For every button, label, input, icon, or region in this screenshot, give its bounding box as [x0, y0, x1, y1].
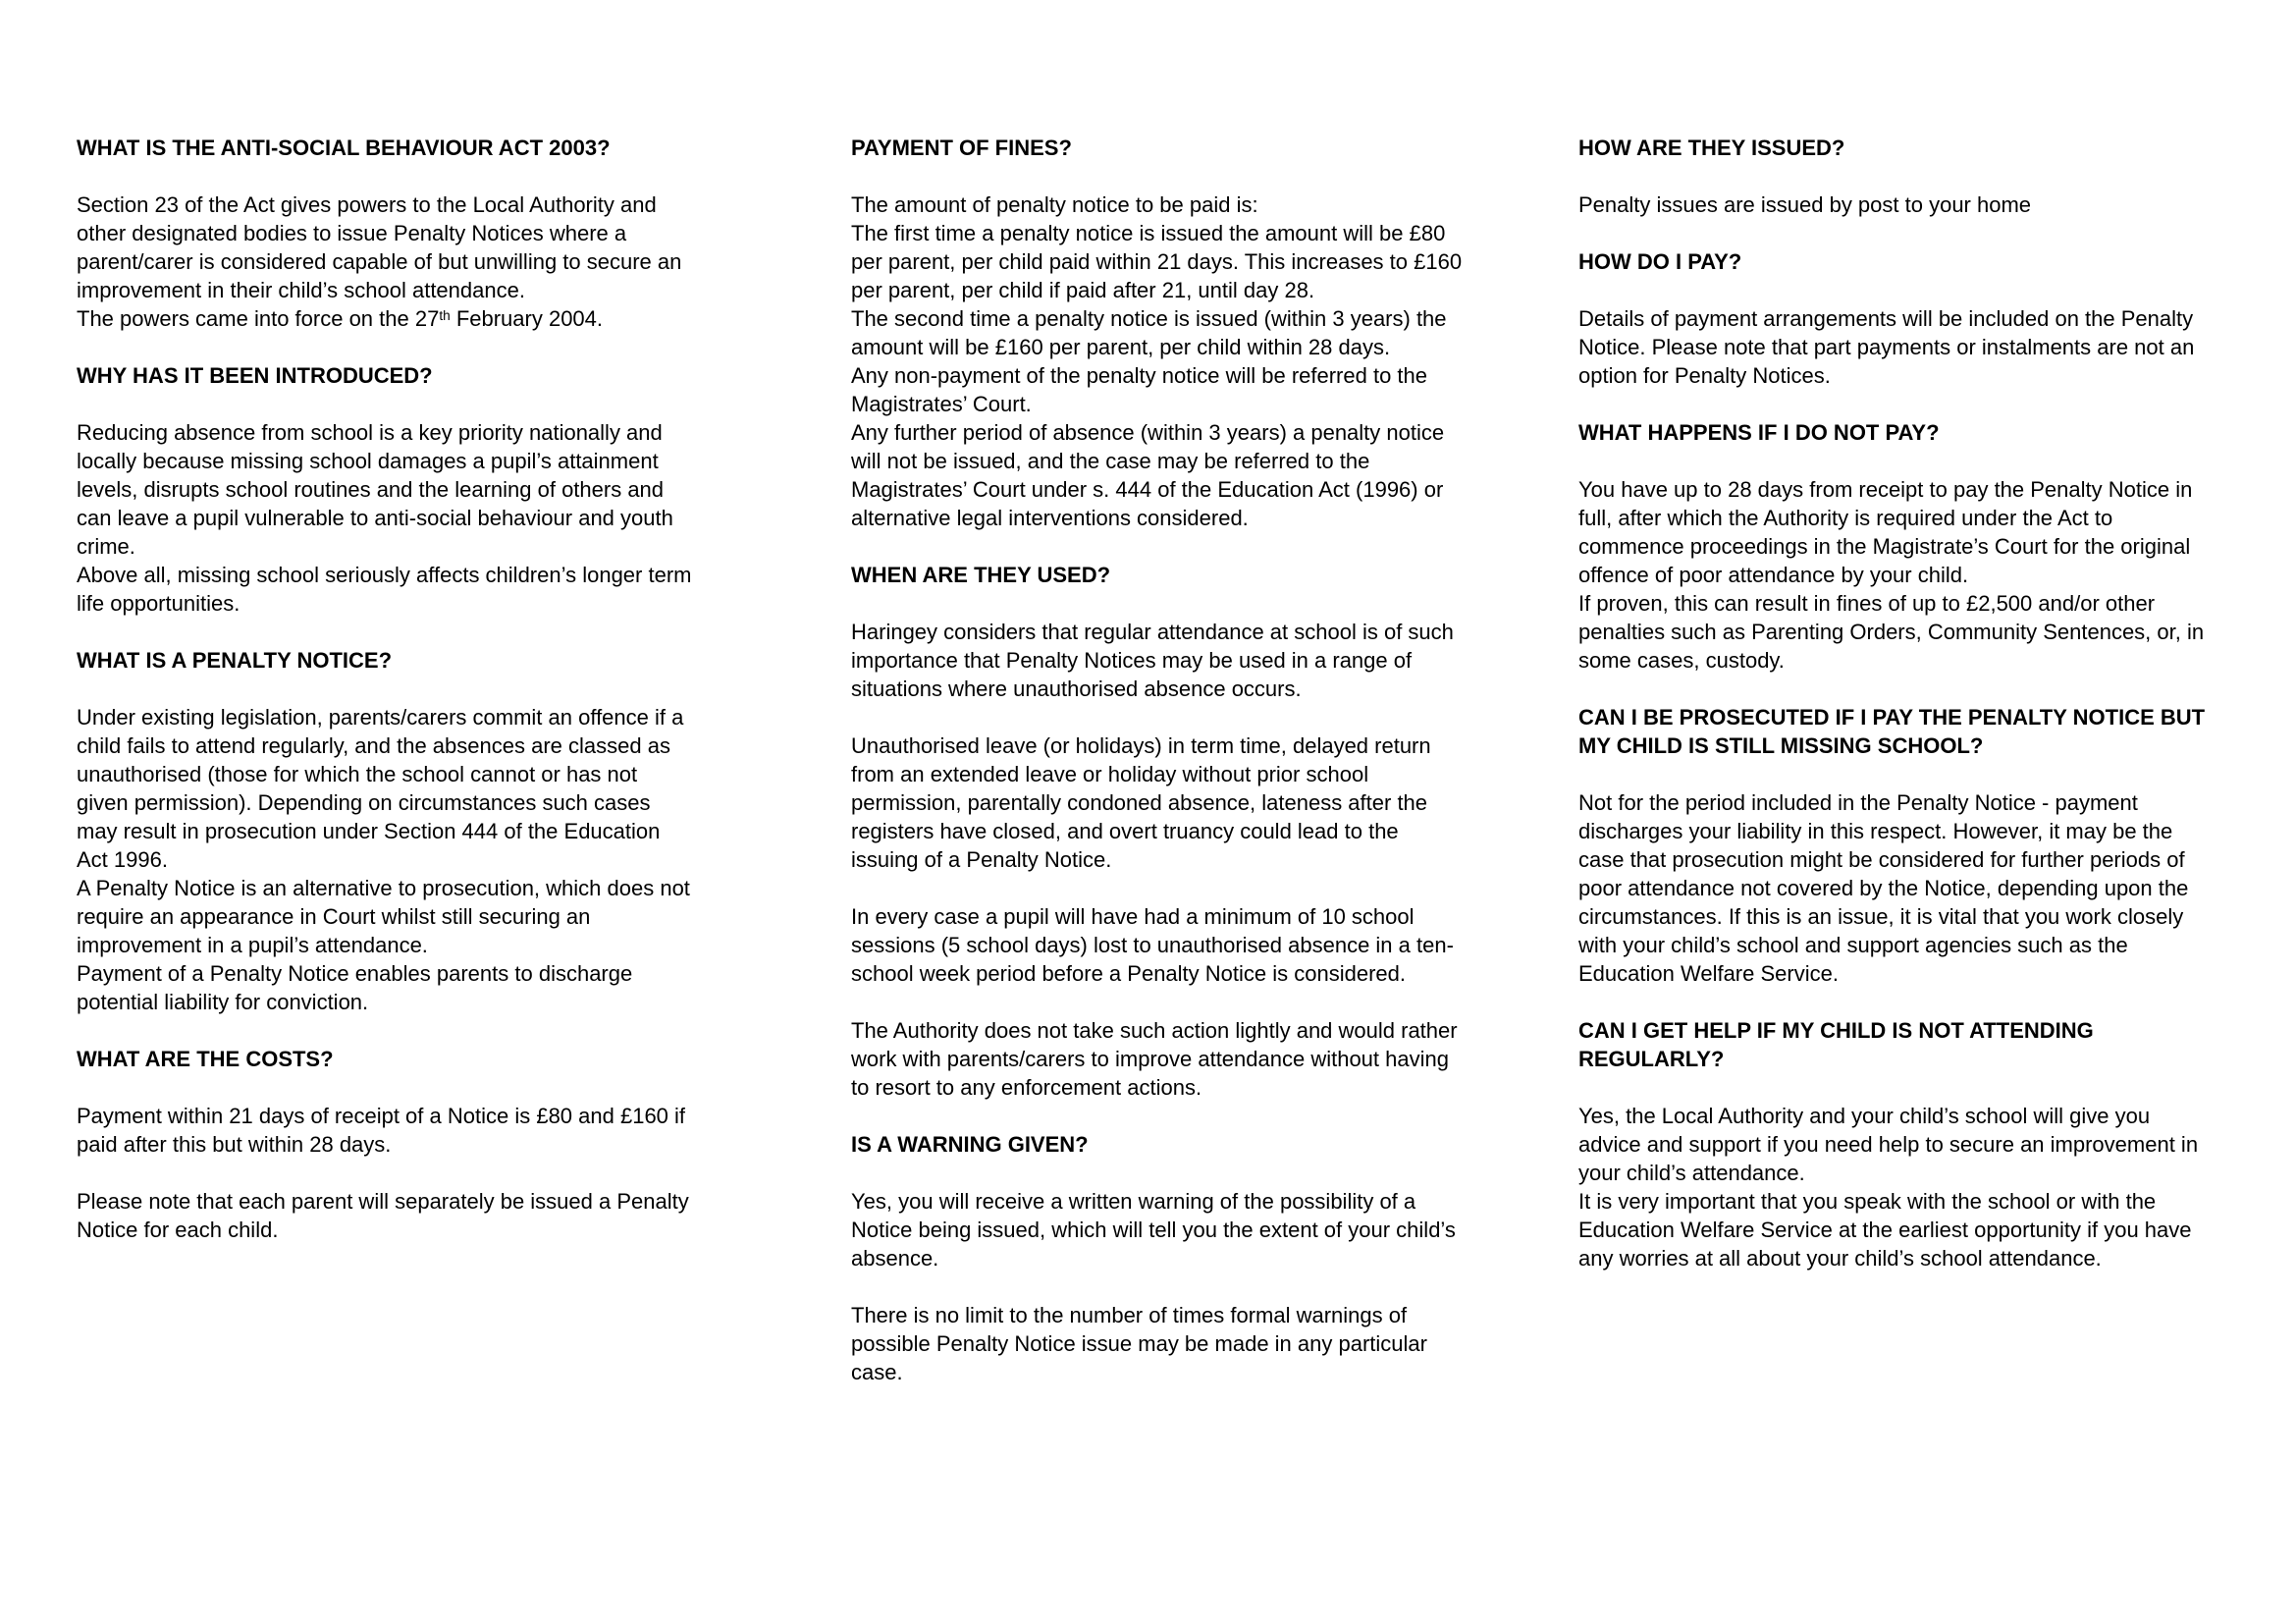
body-paragraph — [1578, 475, 2215, 675]
section-heading — [1578, 134, 2215, 162]
paragraph-line: In every case a pupil will have had a minimum of 10 school sessions (5 school days) lost to unauthorised absence in a ten-school week period before a Penalty Notice is considered. — [851, 904, 1454, 986]
paragraph-line: Please note that each parent will separately be issued a Penalty Notice for each child. — [77, 1189, 689, 1242]
body-paragraph — [851, 731, 1465, 874]
section-heading — [851, 561, 1465, 589]
body-paragraph — [1578, 1102, 2215, 1272]
body-paragraph — [851, 1301, 1465, 1386]
heading-text: WHY HAS IT BEEN INTRODUCED? — [77, 363, 433, 388]
paragraph-line: Payment of a Penalty Notice enables parents to discharge potential liability for conviction. — [77, 961, 633, 1014]
body-paragraph — [851, 1187, 1465, 1272]
paragraph-line: Reducing absence from school is a key priority nationally and locally because missing school damages a pupil’s attainment levels, disrupts school routines and the learning of others and can leave a pupil vulnerable to anti-social behaviour and youth crime. — [77, 420, 673, 559]
body-paragraph — [77, 190, 693, 333]
heading-text: HOW DO I PAY? — [1578, 249, 1742, 274]
heading-text: CAN I BE PROSECUTED IF I PAY THE PENALTY NOTICE BUT MY CHILD IS STILL MISSING SCHOOL? — [1578, 705, 2206, 758]
heading-text: CAN I GET HELP IF MY CHILD IS NOT ATTENDING REGULARLY? — [1578, 1018, 2094, 1071]
paragraph-line: Section 23 of the Act gives powers to the Local Authority and other designated bodies to issue Penalty Notices where a parent/carer is considered capable of but unwilling to secure an improvement in their child’s school attendance. — [77, 192, 682, 302]
section-heading — [1578, 418, 2215, 447]
section-heading — [77, 1045, 693, 1073]
paragraph-line: It is very important that you speak with the school or with the Education Welfare Service at the earliest opportunity if you have any worries at all about your child’s school attendance. — [1578, 1189, 2192, 1271]
body-paragraph — [1578, 788, 2215, 988]
heading-text: PAYMENT OF FINES? — [851, 135, 1072, 160]
paragraph-line: Haringey considers that regular attendance at school is of such importance that Penalty Notices may be used in a range of situations where unauthorised absence occurs. — [851, 620, 1454, 701]
body-paragraph — [77, 418, 693, 618]
heading-text: WHAT HAPPENS IF I DO NOT PAY? — [1578, 420, 1940, 445]
paragraph-line: Not for the period included in the Penalty Notice - payment discharges your liability in this respect. However, it may be the case that prosecution might be considered for further periods of poor attendance not covered by the Notice, depending upon the circumstances. If this is an issue, it is vital that you work closely with your child’s school and support agencies such as the Education Welfare Service. — [1578, 790, 2189, 986]
paragraph-line: You have up to 28 days from receipt to pay the Penalty Notice in full, after which the Authority is required under the Act to commence proceedings in the Magistrate’s Court for the original offence of poor attendance by your child. — [1578, 477, 2193, 587]
paragraph-line: Any further period of absence (within 3 years) a penalty notice will not be issued, and the case may be referred to the Magistrates’ Court under s. 444 of the Education Act (1996) or alternative legal interventions considered. — [851, 420, 1445, 530]
heading-text: WHAT ARE THE COSTS? — [77, 1047, 334, 1071]
body-paragraph — [77, 1102, 693, 1159]
body-paragraph — [851, 1016, 1465, 1102]
leaflet-column-middle — [851, 134, 1465, 1415]
section-heading — [1578, 1016, 2215, 1073]
paragraph-line: The second time a penalty notice is issued (within 3 years) the amount will be £160 per parent, per child within 28 days. — [851, 306, 1447, 359]
paragraph-line: Penalty issues are issued by post to your home — [1578, 192, 2032, 217]
heading-text: IS A WARNING GIVEN? — [851, 1132, 1089, 1157]
body-paragraph — [1578, 190, 2215, 219]
paragraph-line: The amount of penalty notice to be paid is: — [851, 192, 1258, 217]
paragraph-line: Details of payment arrangements will be included on the Penalty Notice. Please note that part payments or instalments are not an option for Penalty Notices. — [1578, 306, 2195, 388]
section-heading — [851, 1130, 1465, 1159]
heading-text: WHAT IS THE ANTI-SOCIAL BEHAVIOUR ACT 2003? — [77, 135, 611, 160]
body-paragraph — [77, 1187, 693, 1244]
paragraph-line: Under existing legislation, parents/carers commit an offence if a child fails to attend regularly, and the absences are classed as unauthorised (those for which the school cannot or has not given permission). Depending on circumstances such cases may result in prosecution under Section 444 of the Education Act 1996. — [77, 705, 684, 872]
section-heading — [77, 646, 693, 675]
paragraph-line: If proven, this can result in fines of up to £2,500 and/or other penalties such as Parenting Orders, Community Sentences, or, in some cases, custody. — [1578, 591, 2205, 673]
section-heading — [851, 134, 1465, 162]
body-paragraph — [851, 902, 1465, 988]
paragraph-line: Yes, the Local Authority and your child’s school will give you advice and support if you need help to secure an improvement in your child’s attendance. — [1578, 1104, 2199, 1185]
heading-text: WHEN ARE THEY USED? — [851, 563, 1111, 587]
body-paragraph — [851, 618, 1465, 703]
paragraph-line: Payment within 21 days of receipt of a Notice is £80 and £160 if paid after this but within 28 days. — [77, 1104, 686, 1157]
leaflet-column-left — [77, 134, 693, 1272]
body-paragraph — [851, 190, 1465, 532]
paragraph-line: The powers came into force on the 27th February 2004. — [77, 306, 604, 331]
heading-text: WHAT IS A PENALTY NOTICE? — [77, 648, 393, 673]
body-paragraph — [77, 703, 693, 1016]
section-heading — [1578, 703, 2215, 760]
paragraph-line: Yes, you will receive a written warning of the possibility of a Notice being issued, which will tell you the extent of your child’s absence. — [851, 1189, 1456, 1271]
section-heading — [77, 361, 693, 390]
section-heading — [1578, 247, 2215, 276]
paragraph-line: There is no limit to the number of times formal warnings of possible Penalty Notice issue may be made in any particular case. — [851, 1303, 1427, 1384]
body-paragraph — [1578, 304, 2215, 390]
paragraph-line: The Authority does not take such action lightly and would rather work with parents/carers to improve attendance without having to resort to any enforcement actions. — [851, 1018, 1458, 1100]
leaflet-column-right — [1578, 134, 2215, 1301]
paragraph-line: Above all, missing school seriously affects children’s longer term life opportunities. — [77, 563, 692, 616]
paragraph-line: Unauthorised leave (or holidays) in term time, delayed return from an extended leave or holiday without prior school permission, parentally condoned absence, lateness after the registers have closed, and overt truancy could lead to the issuing of a Penalty Notice. — [851, 733, 1431, 872]
paragraph-line: Any non-payment of the penalty notice will be referred to the Magistrates’ Court. — [851, 363, 1428, 416]
paragraph-line: A Penalty Notice is an alternative to prosecution, which does not require an appearance in Court whilst still securing an improvement in a pupil’s attendance. — [77, 876, 690, 957]
paragraph-line: The first time a penalty notice is issued the amount will be £80 per parent, per child paid within 21 days. This increases to £160 per parent, per child if paid after 21, until day 28. — [851, 221, 1463, 302]
section-heading — [77, 134, 693, 162]
heading-text: HOW ARE THEY ISSUED? — [1578, 135, 1845, 160]
